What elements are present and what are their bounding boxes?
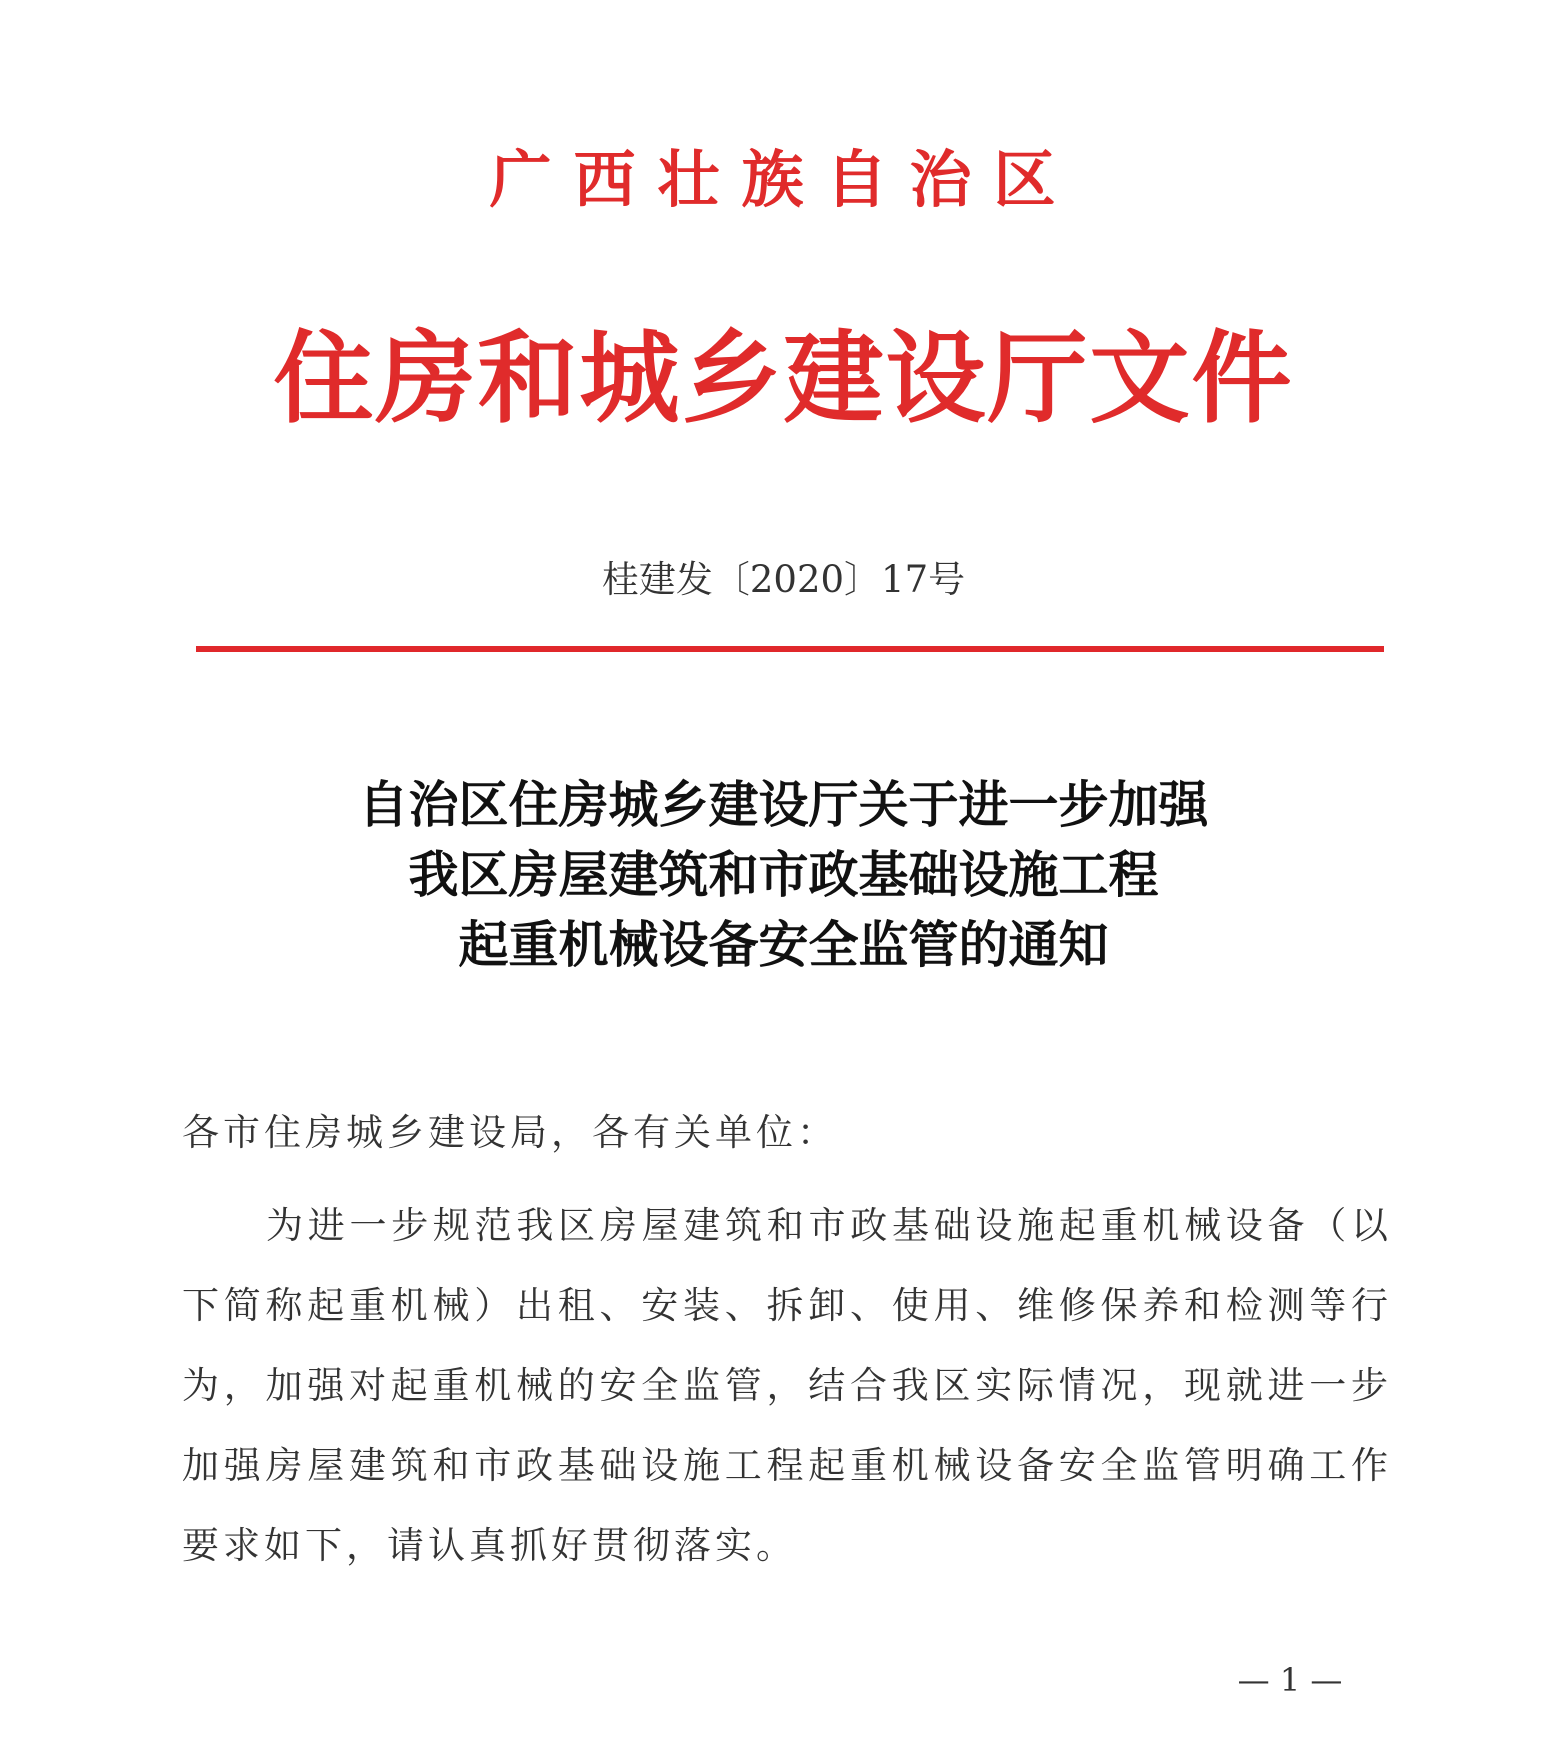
red-divider-line (196, 646, 1384, 652)
document-number: 桂建发〔2020〕17号 (601, 558, 966, 601)
notice-title-line-3: 起重机械设备安全监管的通知 (458, 915, 1109, 974)
document-header-title: 住房和城乡建设厅文件 (273, 319, 1294, 437)
notice-title (0, 770, 1567, 980)
salutation: 各市住房城乡建设局，各有关单位： (182, 1111, 838, 1154)
notice-title-line-2: 我区房屋建筑和市政基础设施工程 (408, 845, 1159, 904)
body-paragraph: 为进一步规范我区房屋建筑和市政基础设施起重机械设备（以下简称起重机械）出租、安装、拆卸、使用、维修保养和检测等行为，加强对起重机械的安全监管，结合我区实际情况，现就进一步加强房屋建筑和市政基础设施工程起重机械设备安全监管明确工作要求如下，请认真抓好贯彻落实。 (182, 1204, 1392, 1567)
notice-title-line-1: 自治区住房城乡建设厅关于进一步加强 (358, 775, 1209, 834)
page-number: — 1 — (1237, 1661, 1343, 1699)
issuer-name-line: 广西壮族自治区 (489, 143, 1078, 216)
